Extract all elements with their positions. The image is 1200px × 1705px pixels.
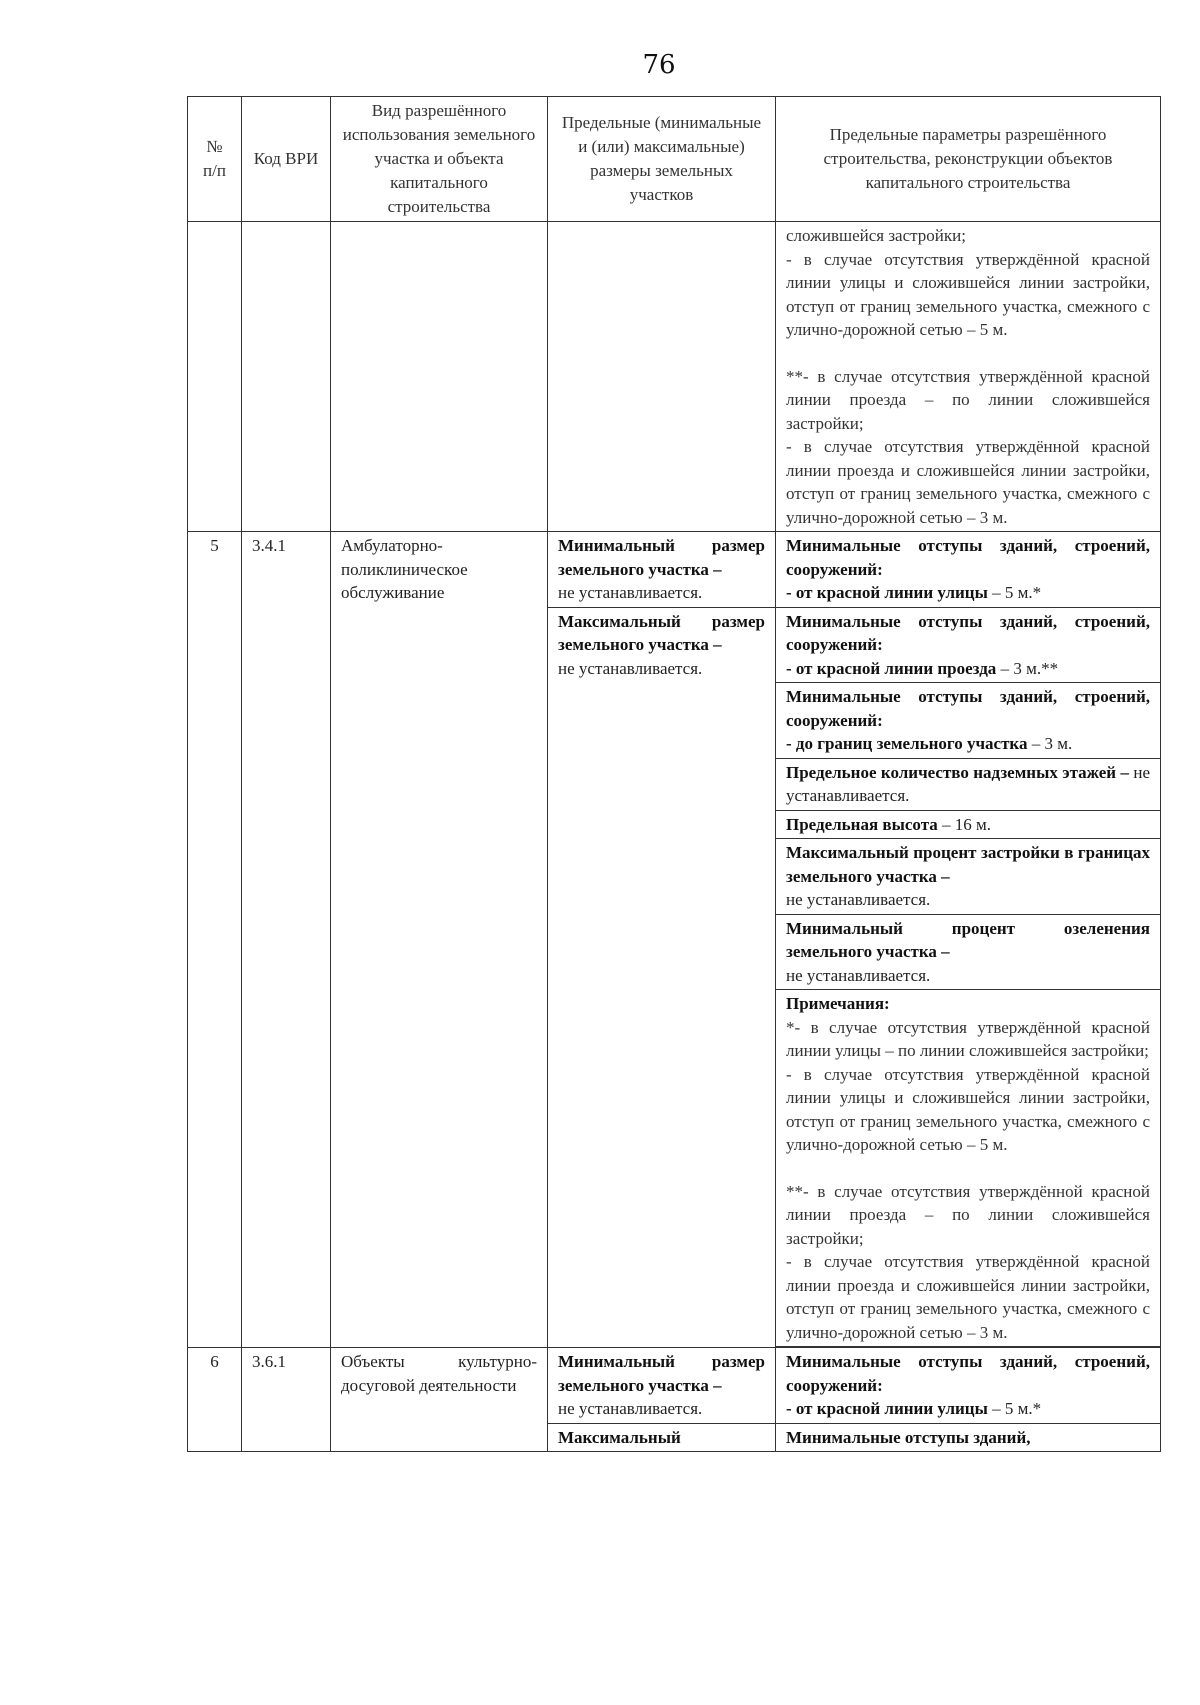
min-size-value: не устанавливается.: [558, 583, 703, 602]
param-setback-street: [776, 1348, 1161, 1424]
param-sub: - от красной линии проезда: [786, 658, 997, 678]
row-number: 6: [188, 1348, 242, 1452]
param-build-percent: [776, 839, 1161, 915]
row-use-name: Объекты культурно-досуговой деятельности: [331, 1348, 548, 1452]
param-value: – 5 м.*: [987, 583, 1042, 602]
cell-empty: [331, 222, 548, 532]
param-sub: - до границ земельного участка: [786, 734, 1028, 753]
param-value: – 5 м.*: [987, 1399, 1042, 1418]
param-height: [776, 810, 1161, 839]
param-setback-passage: [776, 607, 1161, 683]
param-value: не устанавливается.: [786, 762, 1150, 805]
min-size-cell: [548, 1348, 776, 1424]
param-green-percent: [776, 914, 1161, 990]
min-size-title: Минимальный размер земельного участка –: [558, 536, 765, 579]
param-value: не устанавливается.: [786, 965, 931, 985]
notes-cell: [776, 990, 1161, 1347]
note-paragraph: *- в случае отсутствия утверждённой красной линии улицы – по линии сложившейся застройки;: [786, 1017, 1150, 1060]
cell-empty: [548, 222, 776, 532]
row-code: 3.6.1: [242, 1348, 331, 1452]
param-title: Минимальные отступы зданий,: [776, 1423, 1161, 1452]
max-size-value: не устанавливается.: [558, 658, 703, 678]
max-size-title: Максимальный размер земельного участка –: [558, 611, 765, 654]
table-header-row: [188, 97, 1161, 222]
max-size-title: Максимальный: [548, 1423, 776, 1452]
table-row-5: [188, 532, 1161, 608]
param-title: Минимальные отступы зданий, строений, сооружений:: [786, 611, 1150, 654]
row-code: 3.4.1: [242, 532, 331, 1348]
param-title: Предельная высота: [786, 814, 938, 834]
param-title: Предельное количество надземных этажей –: [786, 762, 1129, 782]
param-sub: - от красной линии улицы: [786, 583, 988, 602]
param-value: – 16 м.: [937, 814, 992, 834]
table-row-6: [188, 1348, 1161, 1424]
note-paragraph: - в случае отсутствия утверждённой красной линии улицы и сложившейся линии застройки, отступ от границ земельного участка, смежного с улично-дорожной сетью – 5 м.: [786, 249, 1150, 339]
header-code: Код ВРИ: [242, 97, 331, 222]
param-title: Максимальный процент застройки в границах земельного участка –: [786, 843, 1150, 886]
param-setback-plot: [776, 683, 1161, 759]
param-title: Минимальный процент озеленения земельного участка –: [786, 918, 1150, 961]
param-value: – 3 м.**: [996, 658, 1059, 678]
header-plot-size: Предельные (минимальные и (или) максимальные) размеры земельных участков: [548, 97, 776, 222]
page-number: 76: [642, 50, 676, 80]
continuation-notes: [776, 222, 1161, 532]
note-paragraph: **- в случае отсутствия утверждённой красной линии проезда – по линии сложившейся застройки;: [786, 1181, 1150, 1248]
header-parameters: Предельные параметры разрешённого строительства, реконструкции объектов капитального строительства: [776, 97, 1161, 222]
min-size-cell: [548, 532, 776, 608]
note-paragraph: - в случае отсутствия утверждённой красной линии проезда и сложившейся линии застройки, отступ от границ земельного участка, смежного с улично-дорожной сетью – 3 м.: [786, 1252, 1150, 1342]
notes-title: Примечания:: [786, 994, 890, 1013]
header-use-type: Вид разрешённого использования земельного участка и объекта капитального строительства: [331, 97, 548, 222]
note-paragraph: - в случае отсутствия утверждённой красной линии улицы и сложившейся линии застройки, отступ от границ земельного участка, смежного с улично-дорожной сетью – 5 м.: [786, 1064, 1150, 1154]
min-size-value: не устанавливается.: [558, 1399, 703, 1418]
row-use-name: Амбулаторно-поликлиническое обслуживание: [331, 532, 548, 1348]
note-paragraph: - в случае отсутствия утверждённой красной линии проезда и сложившейся линии застройки, отступ от границ земельного участка, смежного с улично-дорожной сетью – 3 м.: [786, 437, 1150, 527]
note-paragraph: **- в случае отсутствия утверждённой красной линии проезда – по линии сложившейся застройки;: [786, 366, 1150, 433]
param-floors: [776, 758, 1161, 810]
param-title: Минимальные отступы зданий, строений, сооружений:: [786, 1352, 1150, 1395]
min-size-title: Минимальный размер земельного участка –: [558, 1352, 765, 1395]
header-number: № п/п: [188, 97, 242, 222]
param-value: – 3 м.: [1027, 734, 1073, 753]
param-sub: - от красной линии улицы: [786, 1399, 988, 1418]
note-line: сложившейся застройки;: [786, 226, 966, 245]
row-number: 5: [188, 532, 242, 1348]
param-setback-street: [776, 532, 1161, 608]
cell-empty: [242, 222, 331, 532]
table-row-continuation: [188, 222, 1161, 532]
param-title: Минимальные отступы зданий, строений, сооружений:: [786, 536, 1150, 579]
max-size-cell: [548, 607, 776, 1348]
cell-empty: [188, 222, 242, 532]
zoning-table: [187, 96, 1161, 1452]
param-title: Минимальные отступы зданий, строений, сооружений:: [786, 687, 1150, 730]
param-value: не устанавливается.: [786, 890, 931, 909]
